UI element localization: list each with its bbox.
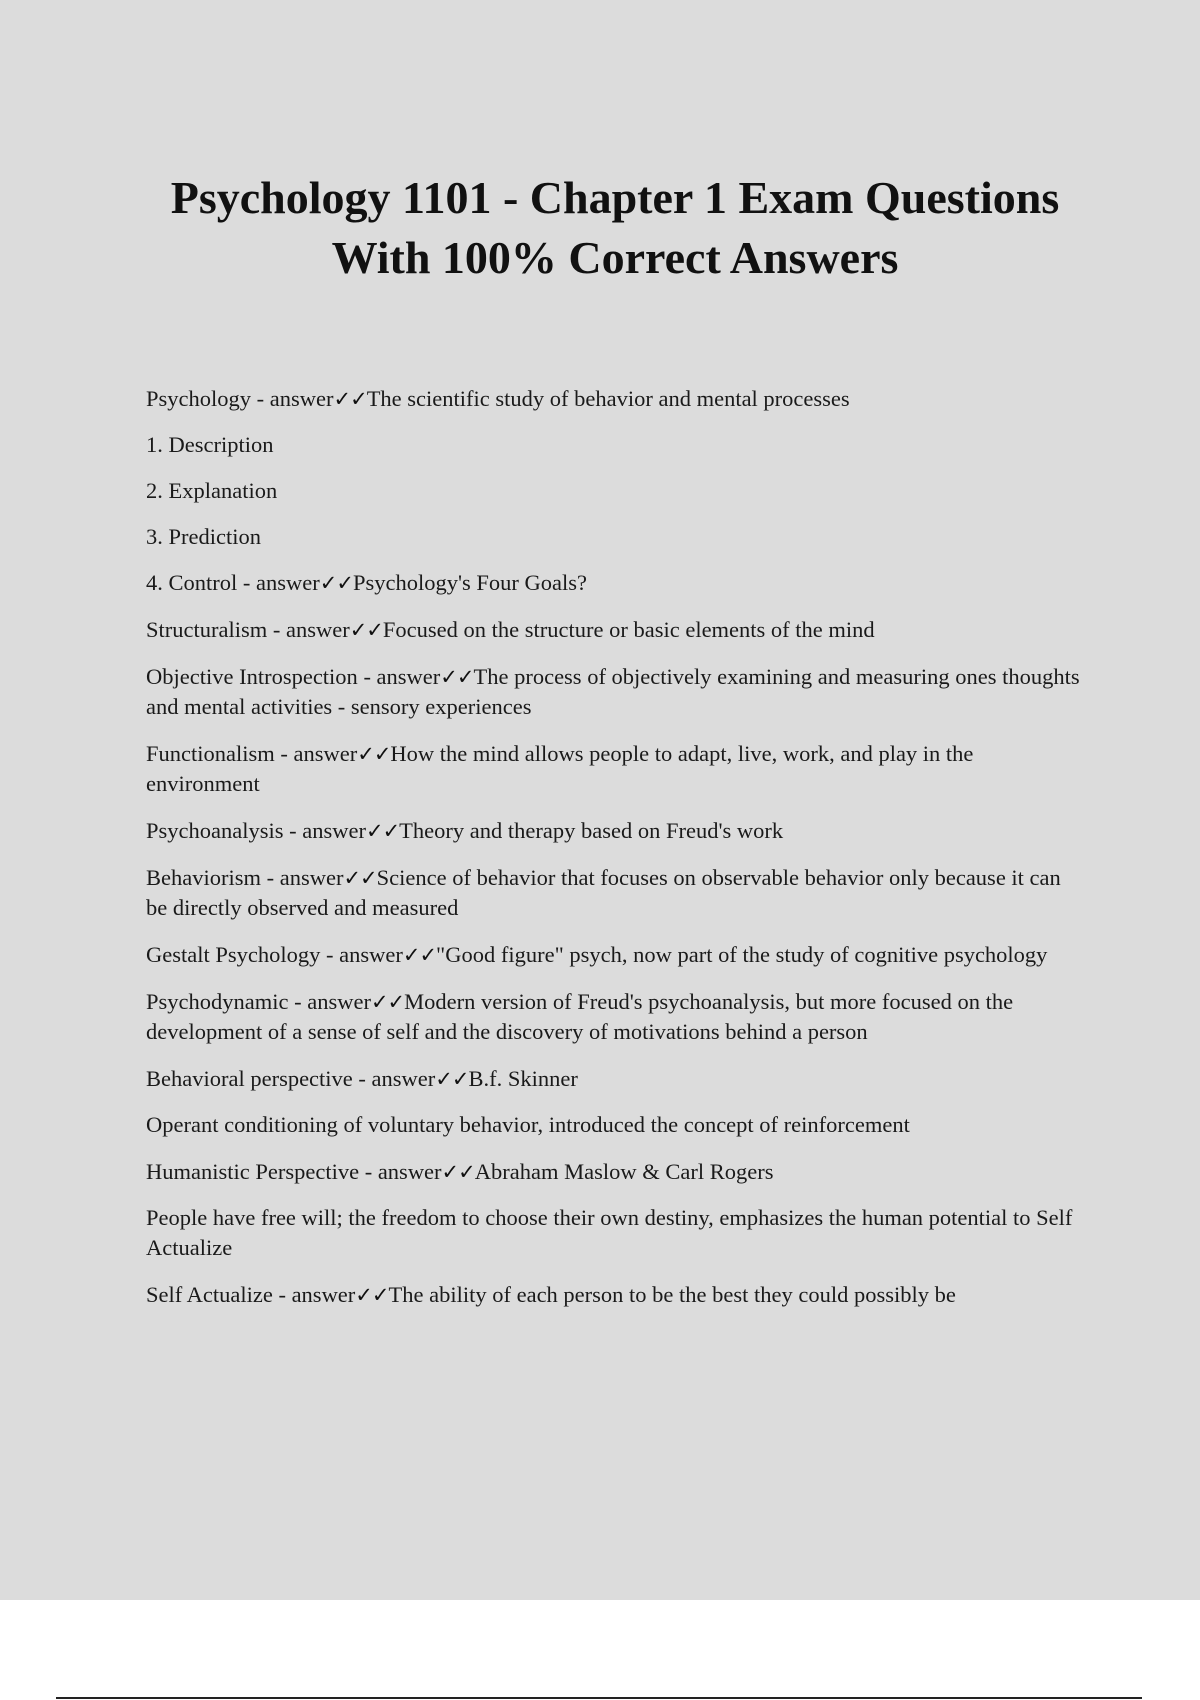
- qa-entry-behavioral-perspective: [146, 1064, 1086, 1094]
- entry-answer: Modern version of Freud's psychoanalysis, but more focused on the development of a sense of self and the discovery of motivations behind a person: [146, 989, 1014, 1044]
- entry-answer: Theory and therapy based on Freud's work: [399, 818, 784, 843]
- list-item-explanation: 2. Explanation: [146, 478, 278, 503]
- entry-answer: Focused on the structure or basic elements of the mind: [382, 617, 875, 642]
- double-check-icon: ✓✓: [440, 665, 474, 689]
- entry-answer: "Good figure" psych, now part of the study of cognitive psychology: [436, 942, 1048, 967]
- double-check-icon: ✓✓: [349, 618, 383, 642]
- entry-term: Structuralism: [146, 617, 268, 642]
- qa-entry-control: [146, 568, 1086, 598]
- qa-entry-functionalism: [146, 739, 1086, 799]
- entry-answer-label: - answer: [283, 818, 366, 843]
- entry-answer-label: - answer: [237, 570, 320, 595]
- double-check-icon: ✓✓: [319, 571, 353, 595]
- double-check-icon: ✓✓: [357, 742, 391, 766]
- entry-answer: Psychology's Four Goals?: [352, 570, 587, 595]
- entry-term: Psychodynamic: [146, 989, 289, 1014]
- entry-answer-label: - answer: [267, 617, 350, 642]
- double-check-icon: ✓✓: [370, 990, 405, 1014]
- double-check-icon: ✓✓: [402, 943, 437, 967]
- entry-answer-label: - answer: [274, 741, 358, 766]
- double-check-icon: ✓✓: [333, 387, 367, 411]
- entry-answer: B.f. Skinner: [468, 1066, 578, 1091]
- entry-answer: How the mind allows people to adapt, live, work, and play in the environment: [146, 741, 974, 796]
- qa-entry-psychoanalysis: [146, 816, 1086, 846]
- qa-entry-self-actualize: [146, 1280, 1086, 1310]
- entry-answer-label: - answer: [357, 664, 441, 689]
- entry-answer: The process of objectively examining and measuring ones thoughts and mental activities - sensory experiences: [146, 664, 1080, 719]
- qa-entry-objective-introspection: [146, 662, 1086, 722]
- double-check-icon: ✓✓: [355, 1283, 389, 1307]
- entry-answer-label: - answer: [251, 386, 334, 411]
- title-line-2: With 100% Correct Answers: [331, 232, 899, 283]
- entry-answer-label: - answer: [260, 865, 344, 890]
- double-check-icon: ✓✓: [365, 819, 400, 843]
- entry-term: Psychology: [146, 386, 252, 411]
- entry-term: 4. Control: [146, 570, 238, 595]
- entry-term: Behavioral perspective: [146, 1066, 353, 1091]
- entry-term: Functionalism: [146, 741, 275, 766]
- double-check-icon: ✓✓: [343, 866, 377, 890]
- entry-term: Gestalt Psychology: [146, 942, 321, 967]
- entry-answer: The scientific study of behavior and mental processes: [366, 386, 850, 411]
- entry-term: Psychoanalysis: [146, 818, 284, 843]
- qa-entry-humanistic-perspective: [146, 1157, 1086, 1187]
- list-item-free-will: People have free will; the freedom to choose their own destiny, emphasizes the human potential to Self Actualize: [146, 1205, 1073, 1260]
- entry-answer-label: - answer: [352, 1066, 436, 1091]
- entry-answer: The ability of each person to be the best they could possibly be: [388, 1282, 956, 1307]
- footer-divider: [56, 1697, 1142, 1699]
- list-item-description: 1. Description: [146, 432, 274, 457]
- entry-term: Self Actualize: [146, 1282, 273, 1307]
- entry-answer: Abraham Maslow & Carl Rogers: [474, 1159, 774, 1184]
- entry-answer: Science of behavior that focuses on observable behavior only because it can be directly observed and measured: [146, 865, 1061, 920]
- qa-entry-psychology: [146, 384, 1086, 414]
- entry-answer-label: - answer: [320, 942, 403, 967]
- entry-term: Behaviorism: [146, 865, 261, 890]
- entry-term: Humanistic Perspective: [146, 1159, 360, 1184]
- title-line-1: Psychology 1101 - Chapter 1 Exam Questions: [170, 172, 1060, 223]
- qa-list: [146, 384, 1086, 1310]
- double-check-icon: ✓✓: [435, 1067, 469, 1091]
- qa-entry-gestalt-psychology: [146, 940, 1086, 970]
- entry-term: Objective Introspection: [146, 664, 358, 689]
- qa-entry-structuralism: [146, 615, 1086, 645]
- list-item-operant-conditioning: Operant conditioning of voluntary behavior, introduced the concept of reinforcement: [146, 1112, 910, 1137]
- qa-entry-psychodynamic: [146, 987, 1086, 1047]
- entry-answer-label: - answer: [359, 1159, 442, 1184]
- double-check-icon: ✓✓: [441, 1160, 475, 1184]
- entry-answer-label: - answer: [288, 989, 371, 1014]
- page-title: [120, 168, 1110, 288]
- list-item-prediction: 3. Prediction: [146, 524, 261, 549]
- entry-answer-label: - answer: [272, 1282, 356, 1307]
- qa-entry-behaviorism: [146, 863, 1086, 923]
